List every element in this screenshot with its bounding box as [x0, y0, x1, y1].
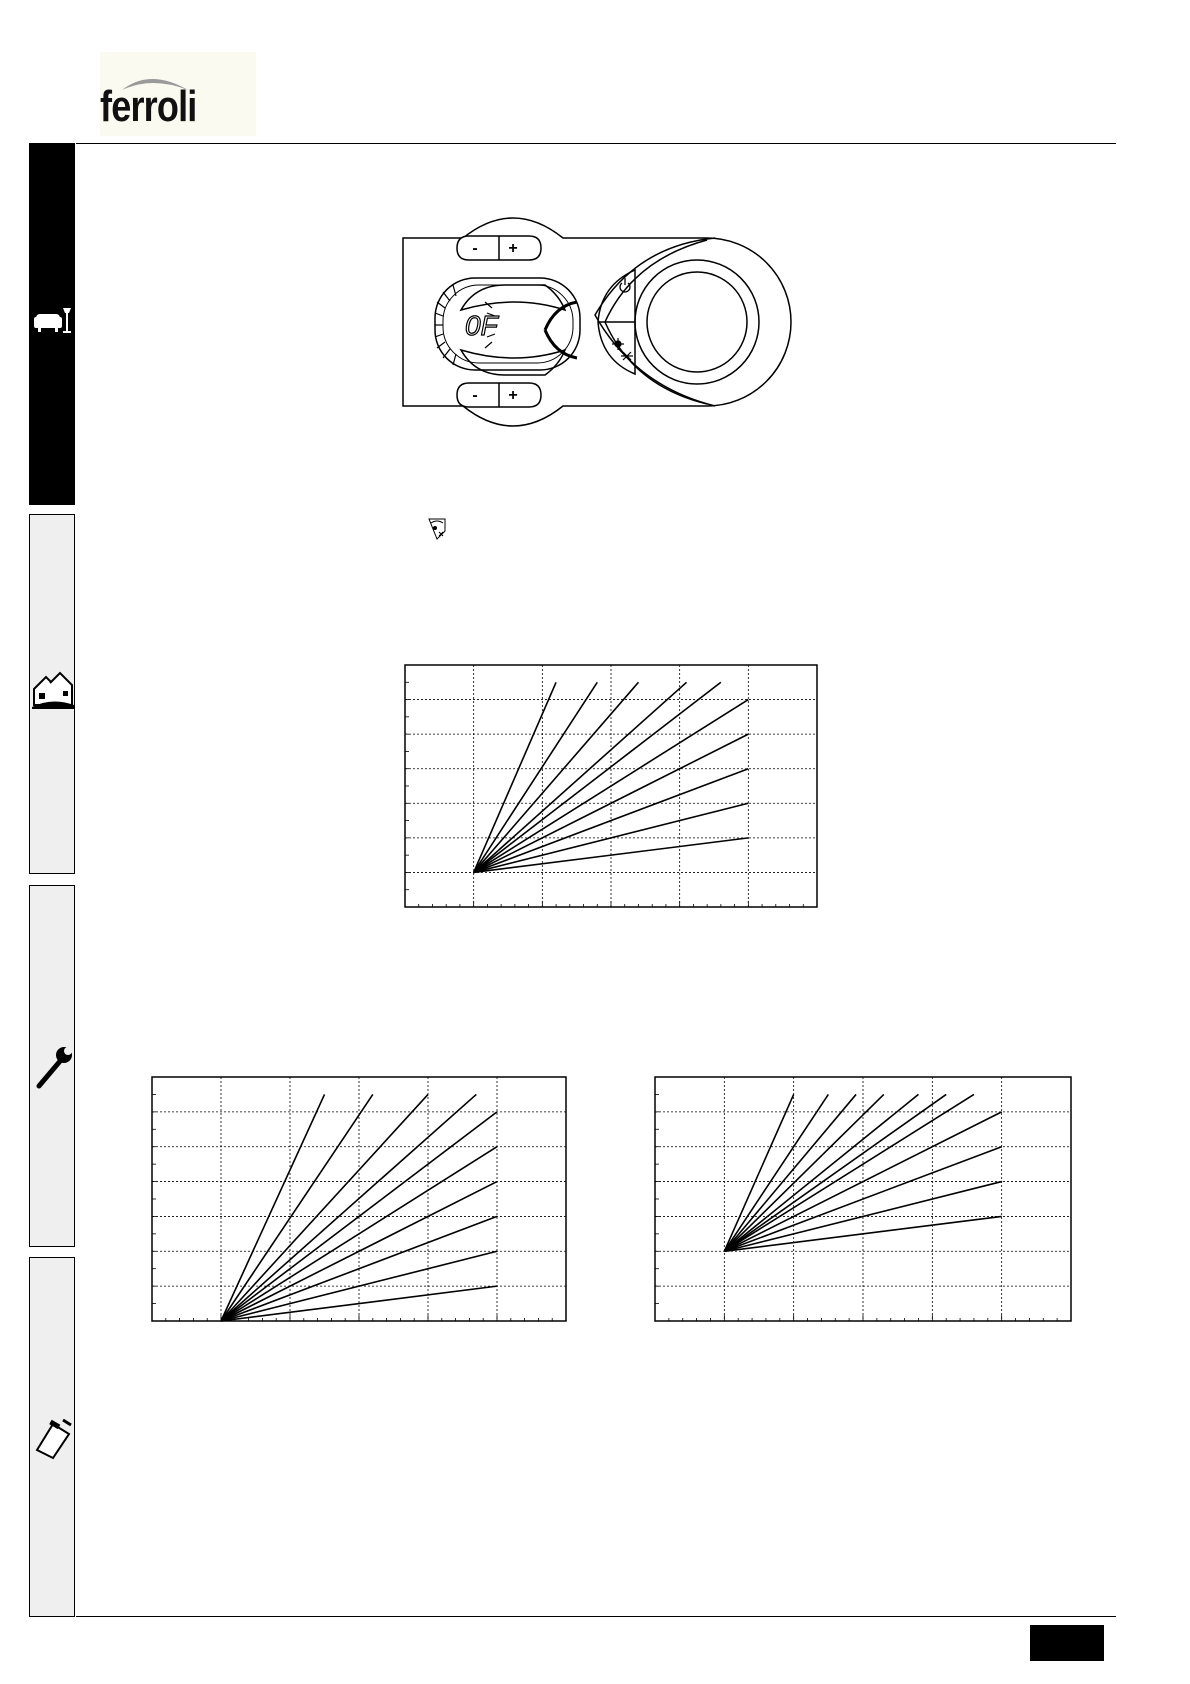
sidebar-tab-service[interactable] [29, 885, 75, 1247]
brand-logo: ferroli [100, 82, 197, 131]
plus-button-top[interactable]: + [508, 240, 518, 257]
footer-rule [76, 1616, 1116, 1617]
lcd-display-text: 0F [465, 310, 498, 341]
clipboard-pencil-icon [33, 1416, 73, 1460]
armchair-lamp-icon [33, 304, 73, 338]
house-icon [32, 669, 74, 709]
sidebar-tab-documents[interactable] [29, 1257, 75, 1617]
heating-curve-chart-1 [404, 664, 818, 908]
minus-button-bottom[interactable]: - [472, 387, 478, 404]
plus-button-bottom[interactable]: + [508, 387, 518, 404]
power-icon[interactable] [620, 278, 630, 292]
sun-snowflake-icon[interactable] [612, 338, 633, 360]
wrench-icon [33, 1044, 73, 1090]
minus-button-top[interactable]: - [472, 240, 478, 257]
heating-curve-chart-2 [151, 1076, 567, 1322]
sidebar-tab-user[interactable] [29, 143, 75, 505]
control-panel-labels [395, 210, 815, 430]
curve-sun-snowflake-icon [427, 517, 449, 541]
heating-curve-chart-3 [654, 1076, 1072, 1322]
sidebar-tab-installer[interactable] [29, 514, 75, 874]
header-rule [76, 143, 1116, 144]
page-number-box [1030, 1625, 1104, 1661]
